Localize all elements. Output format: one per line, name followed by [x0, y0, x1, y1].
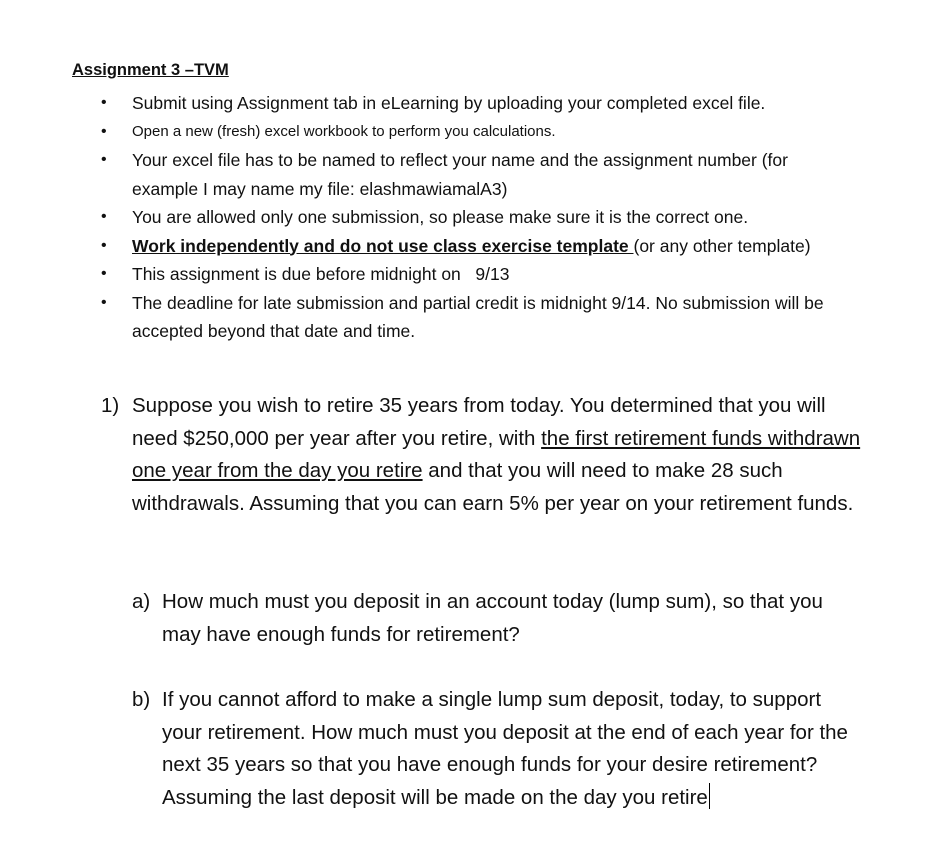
bullet-icon: • [101, 94, 107, 111]
list-item [0, 203, 852, 232]
bullet-icon: • [101, 265, 107, 282]
bullet-icon: • [101, 151, 107, 168]
subquestion-letter: a) [132, 590, 151, 613]
question-1b-container[interactable] [0, 684, 852, 814]
question-1-text [0, 390, 862, 520]
question-1 [0, 390, 931, 520]
question-text: Suppose you wish to retire 35 years from today. You determined that you will need $250,000 per year after you retire, with [132, 394, 826, 450]
instruction-text: The deadline for late submission and partial credit is midnight 9/14. No submission will be accepted beyond that date and time. [132, 292, 824, 341]
instruction-text: Your excel file has to be named to reflect your name and the assignment number (for example I may name my file: elashmawiamalA3) [132, 150, 788, 199]
question-number: 1) [101, 394, 120, 417]
list-item [0, 232, 852, 261]
question-1a [0, 586, 931, 651]
bullet-icon: • [101, 122, 107, 140]
instruction-emphasis: Work independently and do not use class exercise template [132, 235, 634, 256]
question-1b [0, 684, 931, 814]
list-item [0, 260, 852, 289]
instruction-text: You are allowed only one submission, so please make sure it is the correct one. [132, 207, 749, 227]
bullet-icon: • [101, 293, 107, 311]
bullet-icon: • [101, 236, 107, 254]
instruction-text: Open a new (fresh) excel workbook to perform you calculations. [132, 122, 556, 140]
instruction-text: This assignment is due before midnight on 9/13 [132, 264, 510, 284]
question-text: and that you will need to make 28 such withdrawals. Assuming that you can earn 5% per year on your retirement funds. [132, 459, 854, 515]
list-item [0, 118, 852, 147]
subquestion-letter: b) [132, 688, 151, 711]
instructions-list [0, 89, 931, 346]
list-item [0, 289, 852, 346]
instruction-text: Submit using Assignment tab in eLearning by uploading your completed excel file. [132, 93, 766, 113]
assignment-title: Assignment 3 –TVM [72, 61, 229, 79]
list-item [0, 146, 852, 203]
question-1b-text: If you cannot afford to make a single lump sum deposit, today, to support your retirement. How much must you deposit at the end of each year for the next 35 years so that you have enough funds for your desire retirement? Assuming the last deposit will be made on the day you retire [162, 688, 848, 809]
text-cursor [709, 783, 710, 809]
question-underlined-text: the first retirement funds withdrawn one year from the day you retire [132, 426, 861, 482]
instruction-text: (or any other template) [633, 235, 811, 256]
question-1a-text: How much must you deposit in an account today (lump sum), so that you may have enough funds for retirement? [162, 590, 823, 646]
list-item [0, 89, 852, 118]
bullet-icon: • [101, 208, 107, 225]
